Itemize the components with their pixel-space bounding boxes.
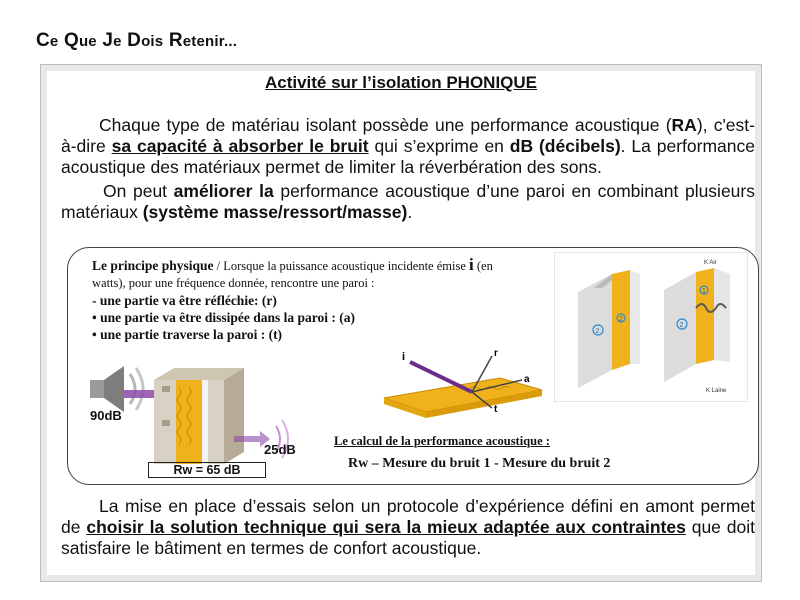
rw-value-box: Rw = 65 dB: [148, 462, 266, 478]
activity-card: [40, 64, 762, 582]
wall-system-illustration: [554, 252, 748, 402]
marker-2: 2: [619, 316, 623, 323]
physics-bullets: [92, 292, 512, 343]
label-reflected: r: [494, 348, 498, 359]
speaker-icon: [90, 366, 143, 412]
calc-title: Le calcul de la performance acoustique :: [334, 434, 550, 448]
paragraph-protocol: La mise en place d’essais selon un protocole d’expérience défini en amont permet de choisir la solution technique qui sera la mieux adaptée aux contraintes que doit satisfaire le bâtiment en termes de confort acoustique.: [61, 496, 755, 558]
label-transmitted: t: [494, 404, 498, 415]
sound-level-in: 90dB: [90, 408, 122, 423]
marker-1: 2: [595, 328, 600, 335]
physics-principle: Le principe physique / Lorsque la puissance acoustique incidente émise i (en watts), pour une fréquence donnée, rencontre une paroi : - une partie va être réfléchie: (r) • une partie va être dissipée dans la paroi : (a) • une partie traverse la paroi : (t): [92, 256, 512, 343]
calc-formula: Rw – Mesure du bruit 1 - Mesure du bruit 2: [348, 456, 611, 471]
activity-title: Activité sur l’isolation PHONIQUE: [264, 73, 538, 92]
paragraph-improve: On peut améliorer la performance acoustique d’une paroi en combinant plusieurs matériaux (système masse/ressort/masse).: [61, 181, 755, 222]
physics-box: [67, 247, 759, 485]
label-klaine: K Laine: [706, 388, 727, 394]
label-kair: K Air: [704, 260, 717, 266]
marker-4: 2: [679, 322, 684, 329]
bullet-absorbed: • une partie va être dissipée dans la paroi : (a): [92, 310, 355, 325]
bullet-transmitted: • une partie traverse la paroi : (t): [92, 327, 283, 342]
label-incident: i: [402, 351, 406, 363]
sound-level-out: 25dB: [264, 442, 296, 457]
marker-3: 1: [702, 288, 706, 295]
paragraph-performance: Chaque type de matériau isolant possède une performance acoustique (RA), c'est-à-dire sa capacité à absorber le bruit qui s’exprime en dB (décibels). La performance acoustique des matériaux permet de limiter la réverbération des sons.: [61, 115, 755, 177]
reflection-diagram: [380, 346, 550, 426]
activity-card-inner: [47, 71, 755, 575]
label-absorbed: a: [524, 374, 530, 385]
bullet-reflected: - une partie va être réfléchie: (r): [92, 293, 277, 308]
page-heading: Ce Que Je Dois Retenir...: [36, 30, 238, 51]
